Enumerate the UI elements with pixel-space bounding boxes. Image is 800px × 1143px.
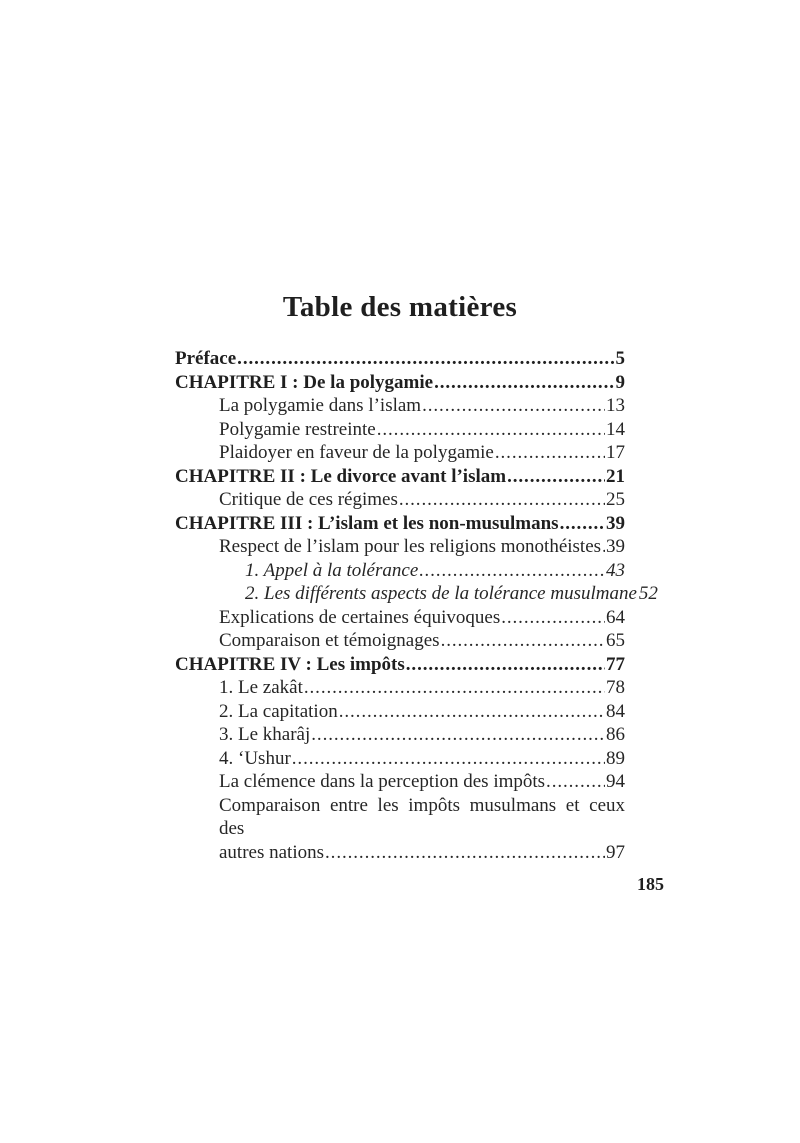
toc-entry — [175, 653, 625, 677]
dot-leader — [560, 512, 605, 536]
toc-entry-label: 2. Les différents aspects de la tolérance musulmane — [245, 583, 637, 604]
toc-entry-label: La polygamie dans l’islam — [219, 395, 422, 416]
toc-entry-label: CHAPITRE III : L’islam et les non-musulmans — [175, 512, 559, 534]
dot-leader — [422, 394, 605, 418]
toc-entry-label: Préface — [175, 348, 237, 369]
toc-entry-label: Explications de certaines équivoques — [219, 606, 501, 628]
toc-entry-page: 39 — [606, 536, 625, 557]
page-title: Table des matières — [282, 291, 518, 324]
toc-entry-page: 14 — [606, 418, 625, 440]
toc-entry-page: 97 — [606, 841, 625, 863]
toc-entry-label: Polygamie restreinte — [219, 418, 376, 440]
toc-entry-label: Comparaison et témoignages — [219, 630, 440, 651]
toc-entry — [175, 606, 625, 630]
toc-entry-page: 86 — [606, 724, 625, 745]
toc-entry — [175, 559, 625, 583]
toc-entry-page: 25 — [606, 489, 625, 510]
toc-entry-label: Comparaison entre les impôts musulmans et ceux des — [219, 794, 625, 839]
toc-entry-label: CHAPITRE IV : Les impôts — [175, 653, 405, 675]
dot-leader — [419, 559, 605, 583]
dot-leader — [304, 676, 605, 700]
toc-entry-label: autres nations — [219, 841, 325, 863]
dot-leader — [602, 535, 605, 559]
dot-leader — [406, 653, 605, 677]
dot-leader — [237, 347, 614, 371]
dot-leader — [434, 371, 614, 395]
toc-entry-page: 52 — [638, 583, 658, 604]
toc-entry-page: 17 — [606, 442, 625, 463]
toc-entry — [175, 676, 625, 700]
page-number: 185 — [637, 874, 664, 894]
toc-entry-label: 3. Le kharâj — [219, 724, 311, 745]
dot-leader — [377, 418, 605, 442]
toc-entry — [175, 394, 625, 418]
toc-entry-page: 77 — [606, 653, 625, 675]
dot-leader — [311, 723, 605, 747]
toc-entry-page: 64 — [606, 606, 625, 628]
toc-entry — [175, 465, 625, 489]
toc-entry-label: CHAPITRE I : De la polygamie — [175, 371, 434, 393]
toc-entry-label: 4. ‘Ushur — [219, 747, 291, 769]
toc-entry — [175, 347, 625, 371]
toc-entry — [175, 770, 625, 794]
dot-leader — [546, 770, 605, 794]
toc-entry — [175, 794, 625, 841]
toc-entry — [175, 488, 625, 512]
dot-leader — [495, 441, 605, 465]
toc-entry-page: 94 — [606, 771, 625, 792]
toc-entry — [175, 418, 625, 442]
toc-entry — [175, 841, 625, 865]
toc-entry — [175, 700, 625, 724]
toc-entry-label: Critique de ces régimes — [219, 489, 398, 510]
toc-entry-label: 1. Appel à la tolérance — [245, 559, 419, 581]
toc-entry-page: 39 — [606, 512, 625, 534]
toc-entry-label: Respect de l’islam pour les religions monothéistes — [219, 536, 602, 557]
toc-entry-page: 9 — [615, 371, 625, 393]
toc-entry-label: La clémence dans la perception des impôts — [219, 771, 546, 792]
toc-entry-page: 13 — [606, 395, 625, 416]
toc-entry-page: 65 — [606, 630, 625, 651]
toc-entry — [175, 629, 625, 653]
toc-entry-page: 43 — [606, 559, 625, 581]
toc-entry-page: 78 — [606, 677, 625, 698]
dot-leader — [441, 629, 605, 653]
toc-entry — [175, 582, 658, 606]
toc-entry — [175, 747, 625, 771]
toc-entry — [175, 512, 625, 536]
dot-leader — [339, 700, 605, 724]
toc-entry-label: 1. Le zakât — [219, 677, 303, 698]
toc-entry-page: 89 — [606, 747, 625, 769]
toc-entry — [175, 535, 625, 559]
toc-entry — [175, 723, 625, 747]
toc-entry-page: 21 — [606, 465, 625, 487]
toc-entry-label: 2. La capitation — [219, 700, 338, 722]
toc-entry-page: 5 — [615, 348, 625, 369]
toc-entry — [175, 371, 625, 395]
dot-leader — [507, 465, 605, 489]
toc-entry — [175, 441, 625, 465]
dot-leader — [501, 606, 605, 630]
toc-entry-page: 84 — [606, 700, 625, 722]
toc-entry-label: Plaidoyer en faveur de la polygamie — [219, 442, 494, 463]
toc-entry-label: CHAPITRE II : Le divorce avant l’islam — [175, 465, 507, 487]
toc-list — [175, 347, 658, 864]
dot-leader — [325, 841, 605, 865]
dot-leader — [399, 488, 605, 512]
dot-leader — [292, 747, 605, 771]
